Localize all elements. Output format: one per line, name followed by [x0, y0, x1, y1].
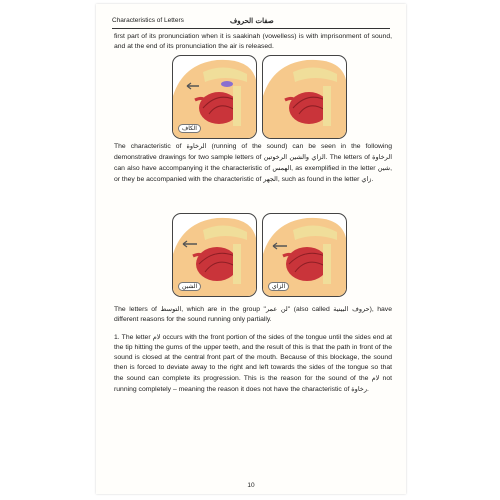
figure-caption: الشين	[178, 282, 201, 291]
figure-zaay	[262, 213, 347, 297]
paragraph-2: The characteristic of الرخاوة (running of the sound) can be seen in the following demonstrative drawings for two sample letters of الزاي والشين الرخوتين. The letters of الرخاوة can also have accompanying it the characteristic of الهمس, as exemplified in the letter شين, or they be accompanied with the characteristic of الجهر, such as found in the letter زاي.	[114, 142, 392, 183]
header-title: Characteristics of Letters	[112, 17, 184, 24]
page-number: 10	[247, 482, 255, 489]
header-title-arabic: صفات الحروف	[230, 16, 274, 25]
paragraph-1: first part of its pronunciation when it is saakinah (vowelless) is with imprisonment of sound, and at the end of its pronunciation the air is released.	[114, 33, 392, 50]
book-page	[96, 4, 406, 494]
figure-kaaf	[172, 55, 257, 139]
figure-second-top	[262, 55, 347, 139]
page-header	[112, 14, 390, 29]
mouth-cross-section-drawing	[263, 56, 346, 138]
figure-caption: الزاي	[268, 282, 289, 291]
paragraph-4: 1. The letter لام occurs with the front portion of the sides of the tongue until the sides end at the tip hitting the gums of the upper teeth, and the result of this is that the path in front of the sound is closed at the central front part of the mouth. Because of this blockage, the sound then is forced to deviate away to the right and left towards the sides of the tongue so that the sound can complete its progression. This is the reason for the sound of the لام not running completely – meaning the reason it does not have the characteristic of رخاوة.	[114, 333, 392, 393]
paragraph-3: The letters of التوسط, which are in the group "لن عمر" (also called حروف البينية), have different reasons for the sound running only partially.	[114, 305, 392, 323]
figure-caption: الكاف	[178, 124, 201, 133]
figure-sheen	[172, 213, 257, 297]
